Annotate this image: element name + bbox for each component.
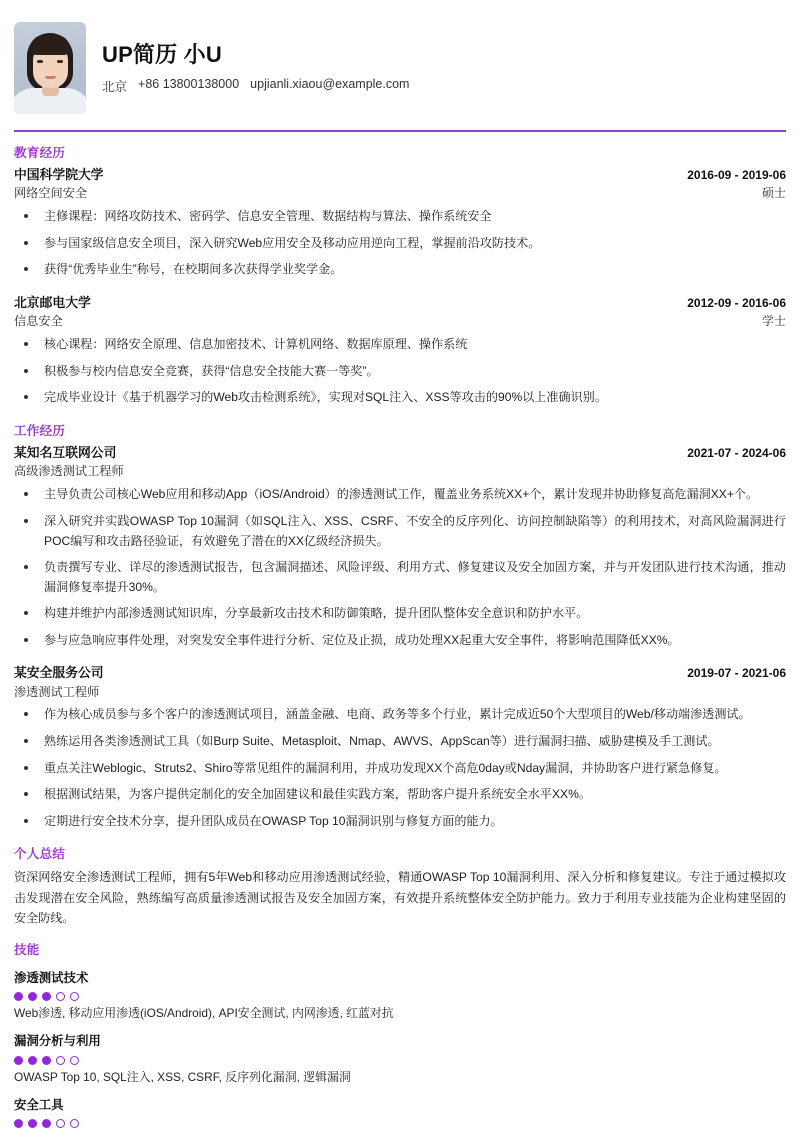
summary-text: 资深网络安全渗透测试工程师，拥有5年Web和移动应用渗透测试经验，精通OWASP Top 10漏洞利用、深入分析和修复建议。专注于通过模拟攻击发现潜在安全风险，熟练编写高质量渗透测试报告及安全加固方案，有效提升系统整体安全防护能力。致力于利用专业技能为企业构建坚固的安全防线。 (14, 869, 786, 926)
list-item: 构建并维护内部渗透测试知识库，分享最新攻击技术和防御策略，提升团队整体安全意识和防护水平。 (14, 604, 786, 624)
education-major: 信息安全 (14, 314, 63, 329)
contact-email[interactable]: upjianli.xiaou@example.com (250, 77, 410, 92)
level-dot-filled (28, 1056, 37, 1065)
list-item: 参与应急响应事件处理，对突发安全事件进行分析、定位及止损，成功处理XX起重大安全事件，将影响范围降低XX%。 (14, 631, 786, 651)
level-dot-empty (70, 992, 79, 1001)
education-entry (14, 293, 786, 408)
skill-name: 安全工具 (14, 1097, 64, 1112)
list-item: 获得“优秀毕业生”称号，在校期间多次获得学业奖学金。 (14, 260, 786, 280)
list-item: 积极参与校内信息安全竞赛，获得“信息安全技能大赛一等奖”。 (14, 362, 786, 382)
level-dot-filled (42, 1119, 51, 1128)
identity-block (102, 41, 786, 96)
list-item: 主导负责公司核心Web应用和移动App（iOS/Android）的渗透测试工作，覆盖业务系统XX+个，累计发现并协助修复高危漏洞XX+个。 (14, 485, 786, 505)
education-bullets (14, 207, 786, 280)
level-dot-filled (28, 992, 37, 1001)
contact-phone: +86 13800138000 (138, 77, 240, 92)
level-dot-empty (56, 1056, 65, 1065)
work-bullets (14, 485, 786, 650)
education-entry (14, 165, 786, 280)
work-entry (14, 663, 786, 831)
portrait-photo-icon (14, 22, 86, 114)
school-name: 北京邮电大学 (14, 294, 91, 310)
section-title-skills: 技能 (14, 943, 40, 958)
education-date: 2012-09 - 2016-06 (687, 295, 786, 310)
skill-block (14, 1096, 786, 1129)
section-title-education: 教育经历 (14, 145, 66, 160)
level-dot-filled (28, 1119, 37, 1128)
level-dot-filled (42, 992, 51, 1001)
section-skills (14, 929, 786, 1128)
resume-header (14, 0, 786, 128)
list-item: 主修课程：网络攻防技术、密码学、信息安全管理、数据结构与算法、操作系统安全 (14, 207, 786, 227)
list-item: 熟练运用各类渗透测试工具（如Burp Suite、Metasploit、Nmap、AWVS、AppScan等）进行漏洞扫描、威胁建模及手工测试。 (14, 732, 786, 752)
list-item: 重点关注Weblogic、Struts2、Shiro等常见组件的漏洞利用，并成功发现XX个高危0day或Nday漏洞，并协助客户进行紧急修复。 (14, 759, 786, 779)
section-title-summary: 个人总结 (14, 847, 66, 862)
skill-level-dots (14, 1119, 786, 1128)
education-degree: 硕士 (761, 186, 786, 201)
contact-line (102, 77, 786, 95)
skill-items: OWASP Top 10, SQL注入, XSS, CSRF, 反序列化漏洞, 逻辑漏洞 (14, 1069, 351, 1084)
list-item: 负责撰写专业、详尽的渗透测试报告，包含漏洞描述、风险评级、利用方式、修复建议及安全加固方案，并与开发团队进行技术沟通，推动漏洞修复率提升30%。 (14, 558, 786, 597)
work-bullets (14, 705, 786, 831)
section-work-experience (14, 410, 786, 832)
job-title: 高级渗透测试工程师 (14, 464, 124, 479)
level-dot-filled (14, 1119, 23, 1128)
list-item: 作为核心成员参与多个客户的渗透测试项目，涵盖金融、电商、政务等多个行业，累计完成近50个大型项目的Web/移动端渗透测试。 (14, 705, 786, 725)
list-item: 参与国家级信息安全项目，深入研究Web应用安全及移动应用逆向工程，掌握前沿攻防技术。 (14, 234, 786, 254)
skill-level-dots (14, 1056, 786, 1065)
level-dot-filled (42, 1056, 51, 1065)
school-name: 中国科学院大学 (14, 167, 104, 183)
work-date: 2021-07 - 2024-06 (687, 446, 786, 461)
company-name: 某安全服务公司 (14, 665, 104, 681)
education-bullets (14, 335, 786, 408)
work-date: 2019-07 - 2021-06 (687, 666, 786, 681)
level-dot-empty (56, 992, 65, 1001)
list-item: 根据测试结果，为客户提供定制化的安全加固建议和最佳实践方案，帮助客户提升系统安全水平XX%。 (14, 785, 786, 805)
section-education (14, 132, 786, 408)
level-dot-empty (70, 1056, 79, 1065)
job-title: 渗透测试工程师 (14, 684, 100, 699)
work-entry (14, 443, 786, 650)
level-dot-filled (14, 1056, 23, 1065)
skill-block (14, 969, 786, 1023)
education-date: 2016-09 - 2019-06 (687, 168, 786, 183)
skill-level-dots (14, 992, 786, 1001)
page-title: UP简历 小U (102, 41, 222, 67)
contact-location: 北京 (102, 80, 128, 95)
skill-name: 渗透测试技术 (14, 970, 89, 985)
section-personal-summary (14, 833, 786, 929)
level-dot-empty (70, 1119, 79, 1128)
skill-items: Web渗透, 移动应用渗透(iOS/Android), API安全测试, 内网渗透, 红蓝对抗 (14, 1006, 394, 1021)
list-item: 核心课程：网络安全原理、信息加密技术、计算机网络、数据库原理、操作系统 (14, 335, 786, 355)
education-major: 网络空间安全 (14, 186, 88, 201)
level-dot-empty (56, 1119, 65, 1128)
skill-name: 漏洞分析与利用 (14, 1034, 101, 1049)
education-degree: 学士 (761, 314, 786, 329)
skill-block (14, 1032, 786, 1086)
list-item: 完成毕业设计《基于机器学习的Web攻击检测系统》，实现对SQL注入、XSS等攻击的90%以上准确识别。 (14, 388, 786, 408)
company-name: 某知名互联网公司 (14, 445, 117, 461)
section-title-work: 工作经历 (14, 423, 66, 438)
list-item: 定期进行安全技术分享，提升团队成员在OWASP Top 10漏洞识别与修复方面的能力。 (14, 812, 786, 832)
level-dot-filled (14, 992, 23, 1001)
list-item: 深入研究并实践OWASP Top 10漏洞（如SQL注入、XSS、CSRF、不安全的反序列化、访问控制缺陷等）的利用技术，对高风险漏洞进行POC编写和攻击路径验证，有效避免了潜在的XX亿级经济损失。 (14, 512, 786, 551)
